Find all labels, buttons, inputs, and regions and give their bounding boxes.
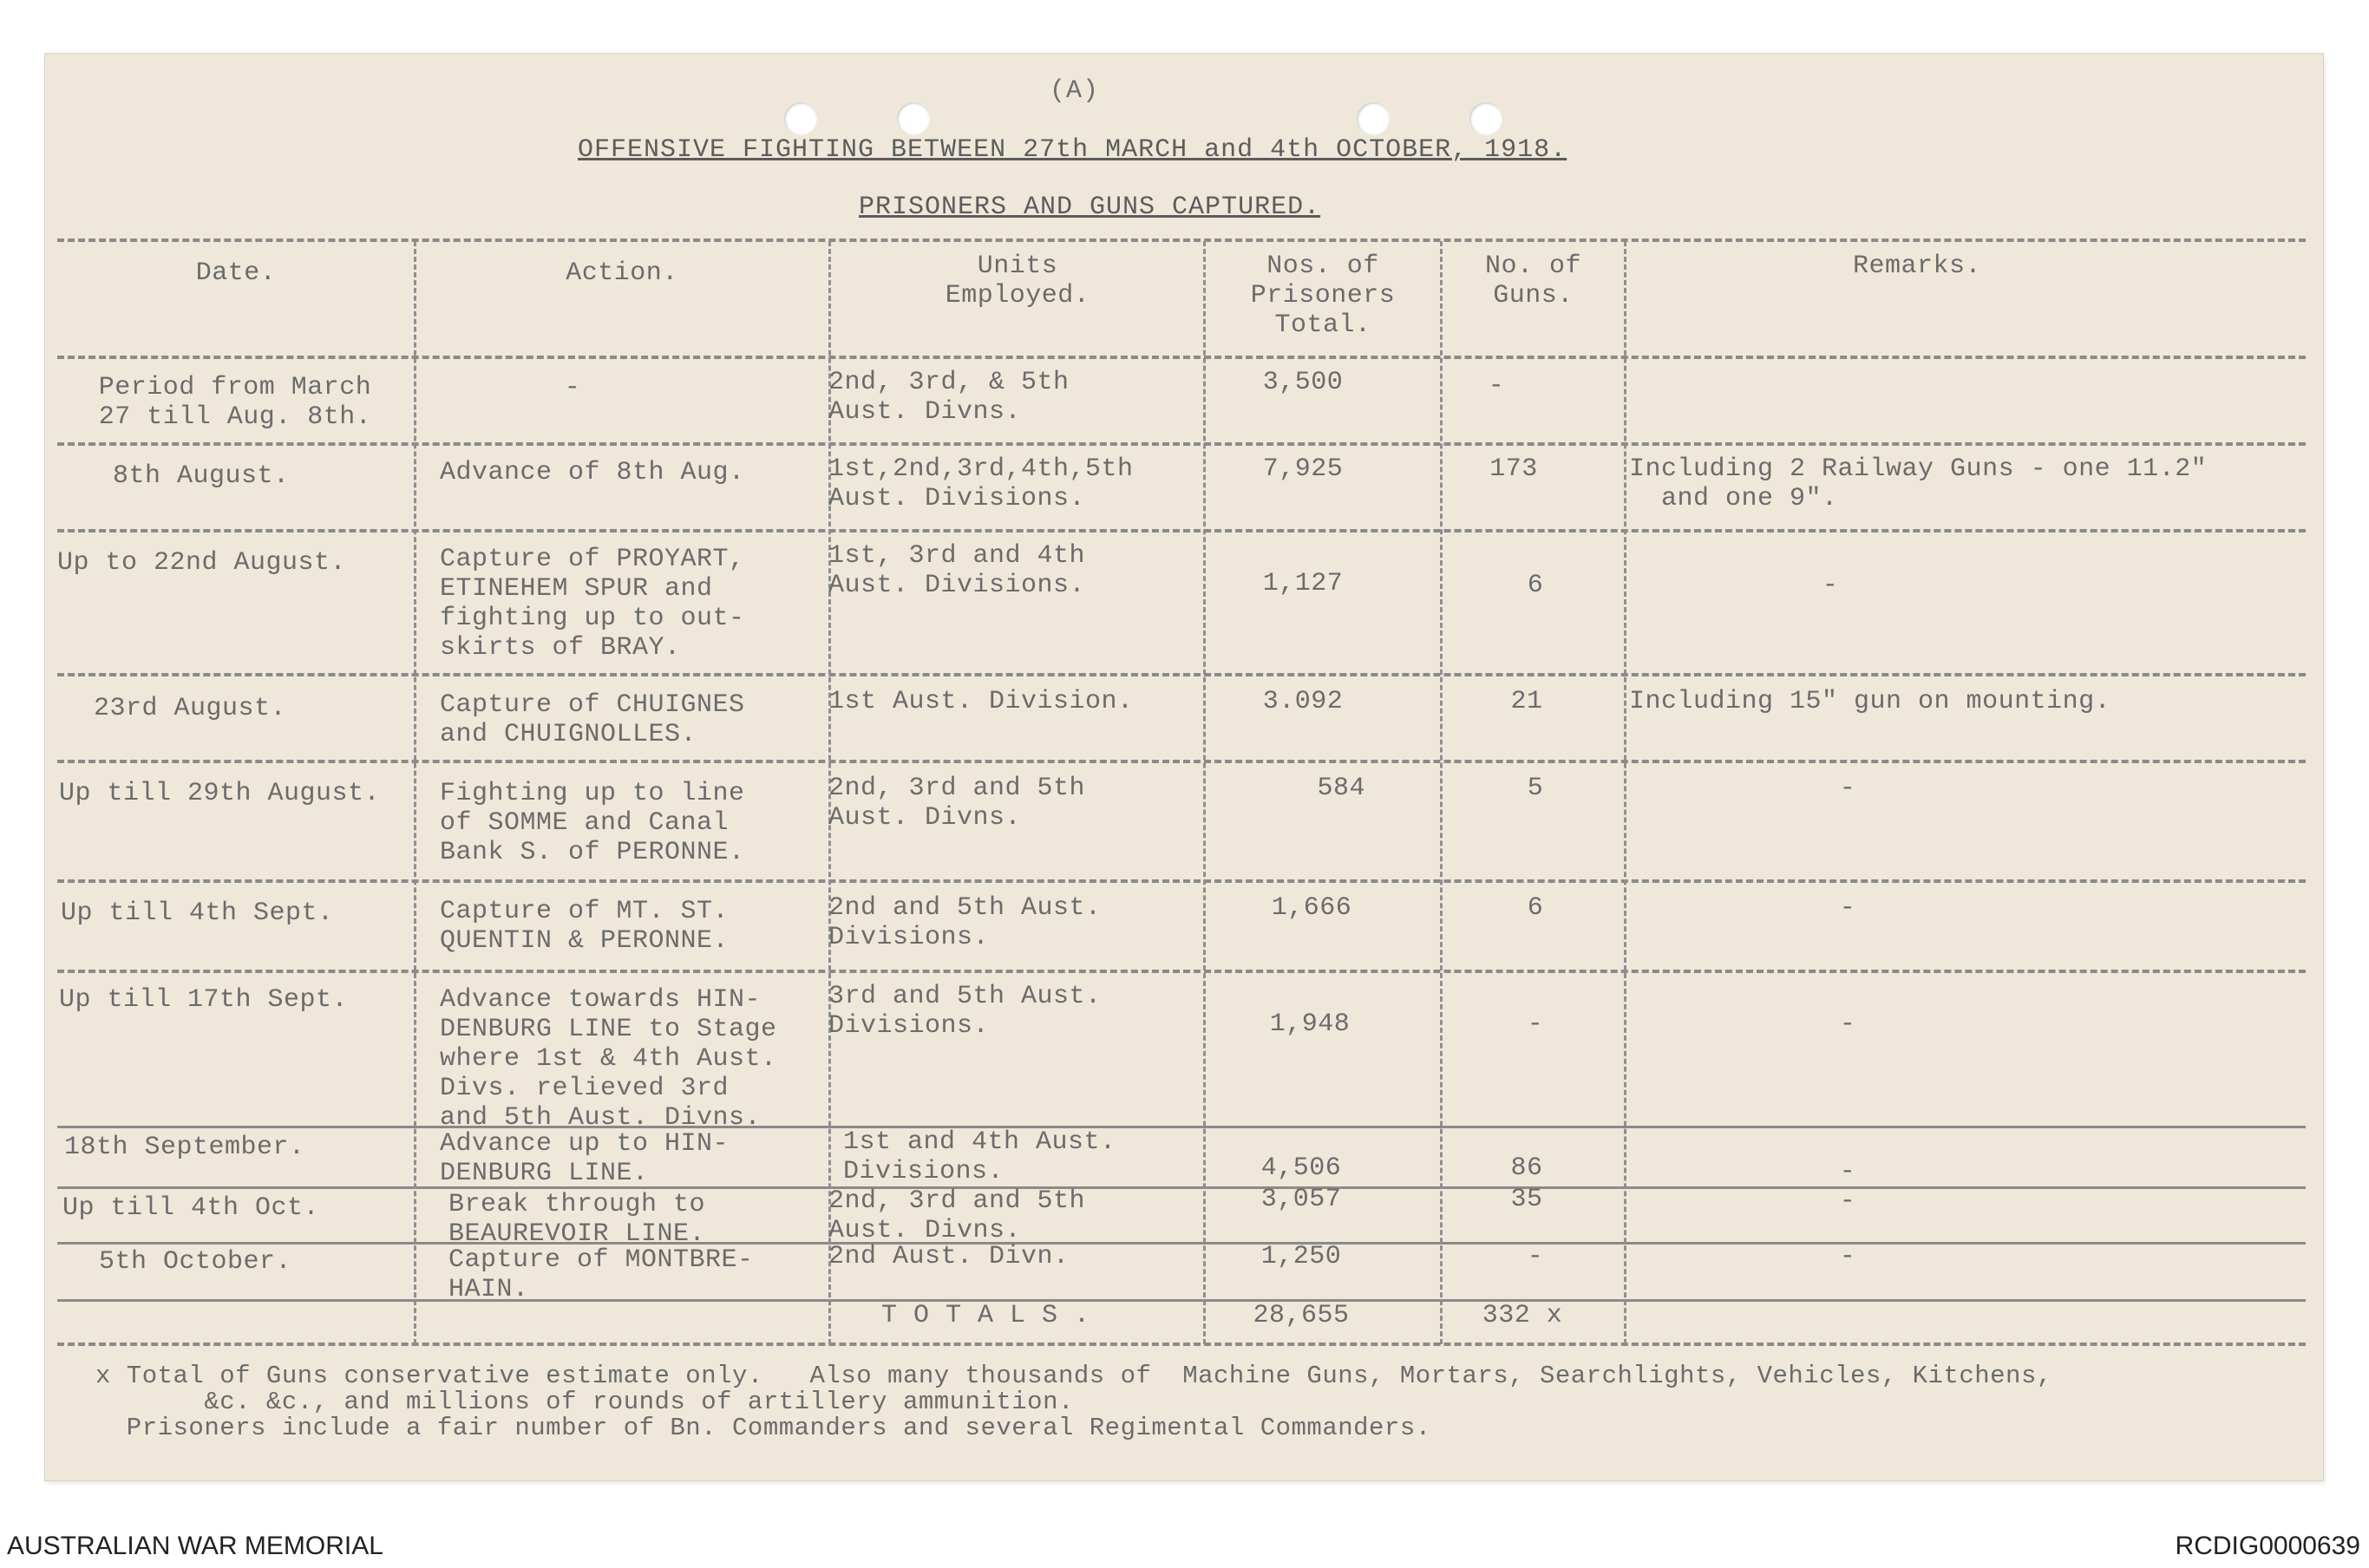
- table-cell-action: Capture of MT. ST. QUENTIN & PERONNE.: [440, 897, 730, 956]
- row-rule: [57, 970, 2306, 973]
- table-cell-date: Up till 4th Sept.: [61, 898, 334, 928]
- table-cell-prisoners: 584: [1317, 774, 1365, 803]
- table-cell-date: 8th August.: [113, 461, 290, 491]
- table-bottom-rule: [57, 1343, 2306, 1346]
- table-cell-units: 2nd, 3rd, & 5th Aust. Divns.: [828, 368, 1070, 427]
- row-rule: [57, 879, 2306, 883]
- table-cell-guns: 21: [1510, 687, 1543, 716]
- table-cell-action: Break through to BEAUREVOIR LINE.: [448, 1190, 706, 1249]
- row-rule: [57, 673, 2306, 676]
- table-cell-date: Up till 4th Oct.: [62, 1193, 320, 1223]
- table-cell-units: 2nd, 3rd and 5th Aust. Divns.: [828, 774, 1086, 833]
- column-divider: [1203, 241, 1206, 1344]
- table-cell-prisoners: 3,057: [1260, 1185, 1342, 1214]
- column-divider: [1440, 241, 1443, 1344]
- table-cell-action: Capture of MONTBRE- HAIN.: [448, 1245, 754, 1304]
- table-cell-units: 2nd and 5th Aust. Divisions.: [828, 893, 1102, 952]
- row-rule: [57, 442, 2306, 446]
- table-cell-prisoners: 1,948: [1269, 1009, 1351, 1039]
- table-cell-units: 1st and 4th Aust. Divisions.: [843, 1127, 1116, 1186]
- column-header-date: Date.: [195, 258, 277, 288]
- column-divider: [414, 241, 416, 1344]
- table-cell-action: Fighting up to line of SOMME and Canal Bank S. of PERONNE.: [440, 779, 745, 867]
- table-cell-date: Up to 22nd August.: [57, 548, 347, 578]
- column-header-guns: No. of Guns.: [1484, 252, 1582, 310]
- table-cell-action: Capture of CHUIGNES and CHUIGNOLLES.: [440, 690, 745, 749]
- table-cell-remarks: -: [1839, 893, 1856, 923]
- table-cell-units: 1st,2nd,3rd,4th,5th Aust. Divisions.: [828, 454, 1134, 513]
- table-cell-guns: 6: [1527, 571, 1544, 600]
- table-cell-guns: 35: [1510, 1185, 1543, 1214]
- document-subtitle: PRISONERS AND GUNS CAPTURED.: [859, 193, 1321, 222]
- table-cell-guns: -: [1527, 1242, 1544, 1271]
- table-cell-units: 3rd and 5th Aust. Divisions.: [828, 982, 1102, 1041]
- table-cell-units: 1st, 3rd and 4th Aust. Divisions.: [828, 541, 1086, 600]
- table-cell-date: Up till 17th Sept.: [59, 985, 349, 1015]
- table-cell-guns: 5: [1527, 774, 1544, 803]
- table-cell-remarks: -: [1839, 1009, 1856, 1039]
- totals-label: T O T A L S .: [881, 1301, 1090, 1330]
- table-cell-guns: -: [1527, 1009, 1544, 1039]
- footnote-prisoners: Prisoners include a fair number of Bn. Commanders and several Regimental Commanders.: [95, 1414, 1431, 1442]
- table-cell-prisoners: 1,666: [1271, 893, 1352, 923]
- totals-prisoners: 28,655: [1253, 1301, 1350, 1330]
- table-cell-prisoners: 1,127: [1262, 569, 1344, 598]
- table-cell-date: Period from March 27 till Aug. 8th.: [98, 373, 372, 432]
- table-cell-action: Advance of 8th Aug.: [440, 458, 745, 487]
- page-marker: (A): [1050, 76, 1100, 106]
- archive-reference: RCDIG0000639: [2175, 1532, 2360, 1560]
- table-cell-prisoners: 4,506: [1260, 1153, 1342, 1183]
- table-cell-date: Up till 29th August.: [59, 779, 381, 808]
- table-cell-guns: 6: [1527, 893, 1544, 923]
- archive-credit: AUSTRALIAN WAR MEMORIAL: [7, 1532, 383, 1560]
- table-cell-remarks: -: [1839, 774, 1856, 803]
- table-cell-prisoners: 3.092: [1262, 687, 1344, 716]
- punch-hole: [1469, 102, 1502, 135]
- footnote-guns: x Total of Guns conservative estimate only. Also many thousands of Machine Guns, Mortars, Searchlights, Vehicles, Kitchens,: [95, 1362, 2052, 1390]
- table-cell-action: Advance up to HIN- DENBURG LINE.: [440, 1129, 730, 1188]
- table-cell-units: 2nd, 3rd and 5th Aust. Divns.: [828, 1186, 1086, 1245]
- table-cell-remarks: -: [1822, 571, 1839, 600]
- column-header-prisoners: Nos. of Prisoners Total.: [1250, 252, 1396, 340]
- table-cell-remarks: -: [1839, 1242, 1856, 1271]
- table-cell-remarks: Including 2 Railway Guns - one 11.2" and one 9".: [1629, 454, 2208, 513]
- table-cell-guns: 86: [1510, 1153, 1543, 1183]
- header-rule: [57, 356, 2306, 359]
- table-cell-action: Capture of PROYART, ETINEHEM SPUR and fighting up to out- skirts of BRAY.: [440, 545, 745, 663]
- footnote-guns-continued: &c. &c., and millions of rounds of artillery ammunition.: [95, 1388, 1074, 1416]
- table-top-rule: [57, 238, 2306, 242]
- table-cell-date: 5th October.: [99, 1247, 292, 1277]
- row-rule: [57, 760, 2306, 763]
- column-header-action: Action.: [566, 258, 678, 288]
- table-cell-remarks: Including 15" gun on mounting.: [1629, 687, 2111, 716]
- table-cell-guns: -: [1488, 371, 1505, 401]
- table-cell-remarks: -: [1839, 1157, 1856, 1186]
- table-cell-prisoners: 1,250: [1260, 1242, 1342, 1271]
- punch-hole: [784, 102, 817, 135]
- table-cell-guns: 173: [1489, 454, 1538, 484]
- punch-hole: [897, 102, 930, 135]
- column-header-remarks: Remarks.: [1852, 252, 1982, 281]
- table-cell-date: 18th September.: [64, 1133, 305, 1162]
- table-cell-action: -: [564, 373, 581, 402]
- totals-guns: 332 x: [1482, 1301, 1563, 1330]
- table-cell-prisoners: 7,925: [1262, 454, 1344, 484]
- table-cell-action: Advance towards HIN- DENBURG LINE to Stage where 1st & 4th Aust. Divs. relieved 3rd and 5th Aust. Divns.: [440, 985, 777, 1133]
- table-cell-remarks: -: [1839, 1186, 1856, 1216]
- table-cell-units: 1st Aust. Division.: [828, 687, 1134, 716]
- column-header-units: Units Employed.: [945, 252, 1090, 310]
- table-cell-date: 23rd August.: [94, 694, 287, 723]
- document-title: OFFENSIVE FIGHTING BETWEEN 27th MARCH and 4th OCTOBER, 1918.: [578, 135, 1567, 165]
- table-cell-prisoners: 3,500: [1262, 368, 1344, 397]
- punch-hole: [1357, 102, 1390, 135]
- table-cell-units: 2nd Aust. Divn.: [828, 1242, 1070, 1271]
- row-rule: [57, 529, 2306, 532]
